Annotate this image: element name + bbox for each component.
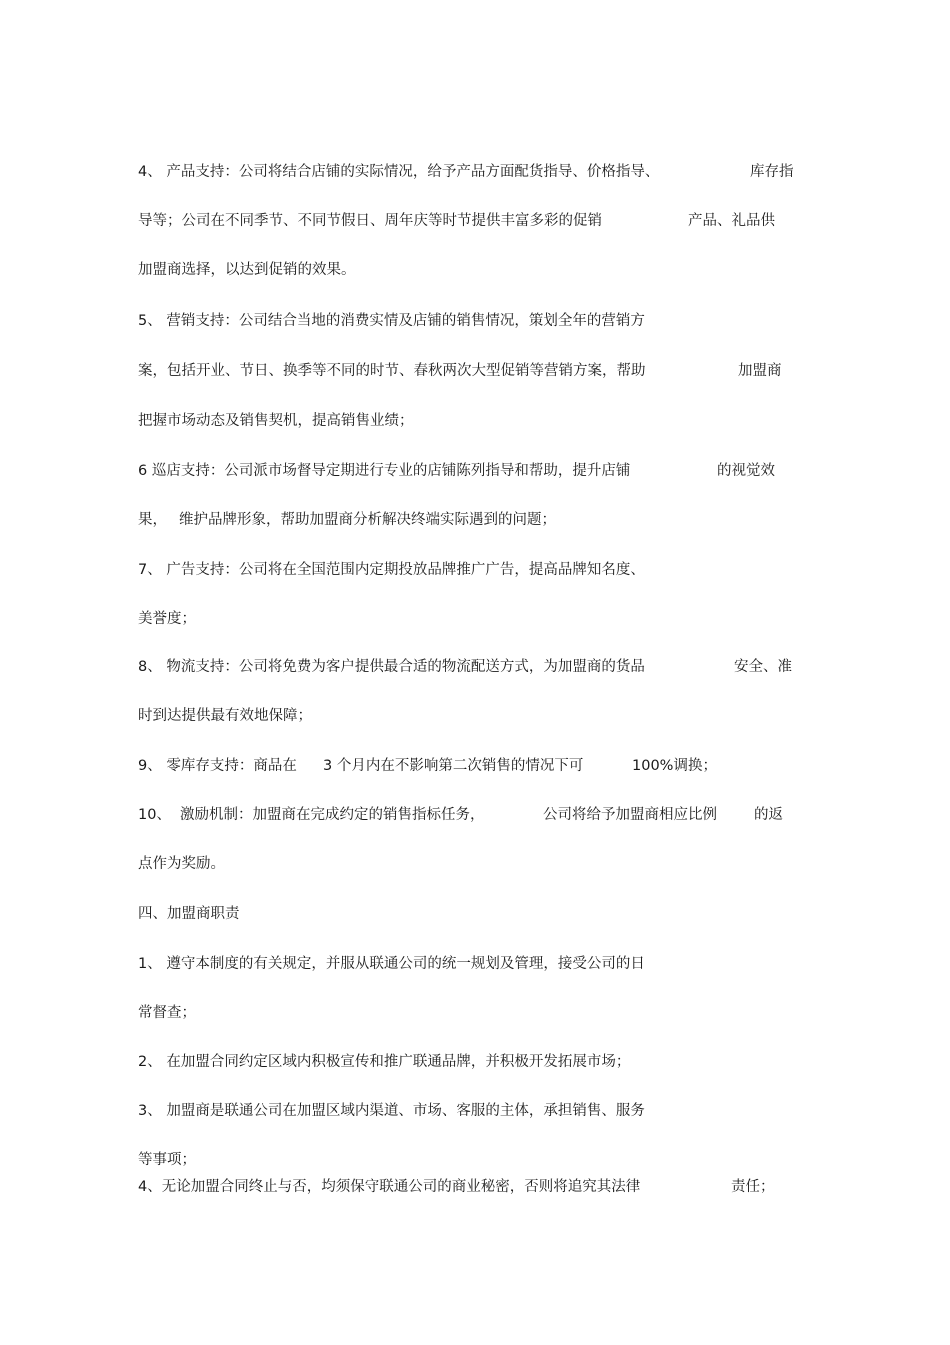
text-segment: 产品、礼品供	[688, 213, 775, 229]
text-segment: 时到达提供最有效地保障；	[138, 708, 312, 724]
text-segment: 把握市场动态及销售契机，提高销售业绩；	[138, 413, 414, 429]
text-segment: 案，包括开业、节日、换季等不同的时节、春秋两次大型促销等营销方案，帮助	[138, 363, 646, 379]
text-segment: 的视觉效	[717, 463, 775, 479]
text-segment: 5、 营销支持：公司结合当地的消费实情及店铺的销售情况，策划全年的营销方	[138, 313, 645, 329]
text-segment: 加盟商	[738, 363, 782, 379]
text-segment: 公司将给予加盟商相应比例	[543, 807, 717, 823]
text-segment: 导等；公司在不同季节、不同节假日、周年庆等时节提供丰富多彩的促销	[138, 213, 602, 229]
text-segment: 维护品牌形象，帮助加盟商分析解决终端实际遇到的问题；	[179, 512, 556, 528]
text-segment: 100%调换；	[632, 758, 717, 774]
text-segment: 4、 产品支持：公司将结合店铺的实际情况，给予产品方面配货指导、价格指导、	[138, 164, 660, 180]
text-segment: 美誉度；	[138, 611, 196, 627]
text-segment: 库存指	[750, 164, 794, 180]
text-segment: 7、 广告支持：公司将在全国范围内定期投放品牌推广广告，提高品牌知名度、	[138, 562, 645, 578]
text-segment: 10、	[138, 807, 171, 823]
text-segment: 四、加盟商职责	[138, 906, 240, 922]
text-segment: 的返	[754, 807, 783, 823]
text-segment: 果，	[138, 512, 167, 528]
text-segment: 6 巡店支持：公司派市场督导定期进行专业的店铺陈列指导和帮助，提升店铺	[138, 463, 631, 479]
text-segment: 3 个月内在不影响第二次销售的情况下可	[323, 758, 584, 774]
text-segment: 责任；	[731, 1179, 775, 1195]
text-segment: 等事项；	[138, 1152, 196, 1168]
text-segment: 点作为奖励。	[138, 856, 225, 872]
text-segment: 2、 在加盟合同约定区域内积极宣传和推广联通品牌，并积极开发拓展市场；	[138, 1054, 631, 1070]
text-segment: 9、 零库存支持：商品在	[138, 758, 297, 774]
text-segment: 常督查；	[138, 1005, 196, 1021]
text-segment: 8、 物流支持：公司将免费为客户提供最合适的物流配送方式，为加盟商的货品	[138, 659, 645, 675]
text-segment: 1、 遵守本制度的有关规定，并服从联通公司的统一规划及管理，接受公司的日	[138, 956, 645, 972]
text-segment: 4、无论加盟合同终止与否，均须保守联通公司的商业秘密，否则将追究其法律	[138, 1179, 641, 1195]
text-segment: 加盟商选择，以达到促销的效果。	[138, 262, 356, 278]
text-segment: 安全、准	[734, 659, 792, 675]
text-segment: 激励机制：加盟商在完成约定的销售指标任务，	[180, 807, 485, 823]
text-segment: 3、 加盟商是联通公司在加盟区域内渠道、市场、客服的主体，承担销售、服务	[138, 1103, 645, 1119]
